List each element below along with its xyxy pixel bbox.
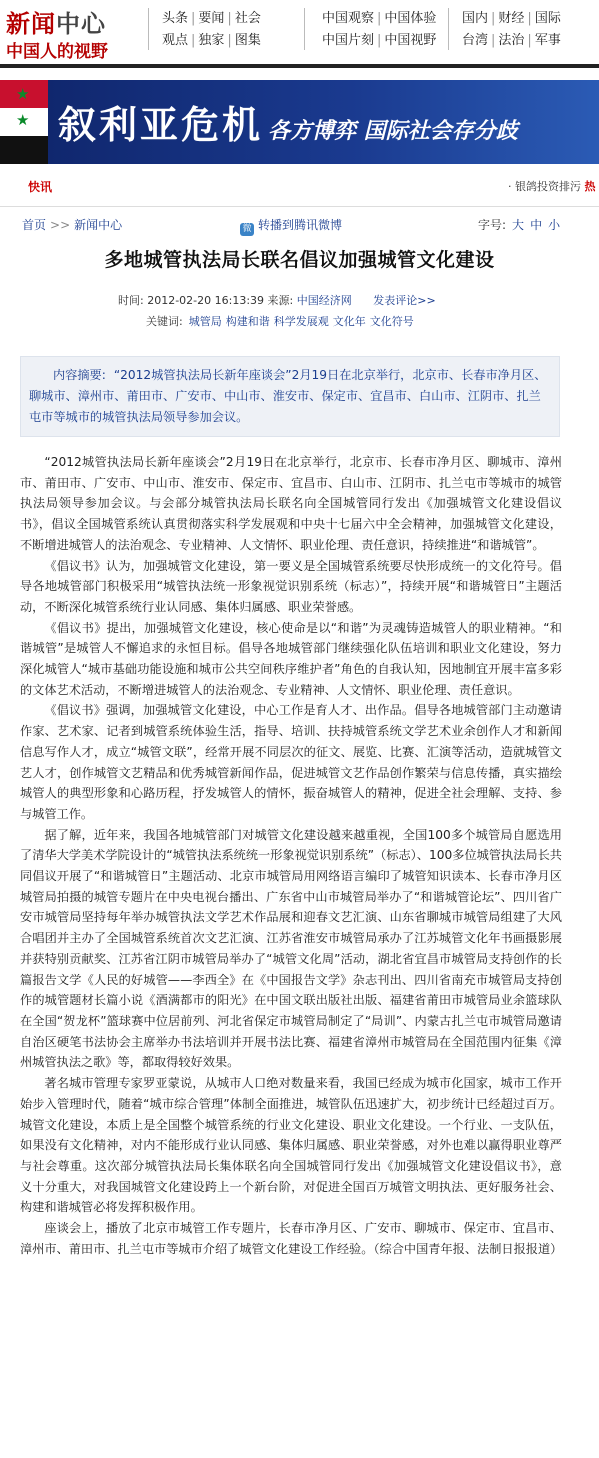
article-paragraph: 《倡议书》认为，加强城管文化建设，第一要义是全国城管系统要尽快形成统一的文化符号。倡导各地城管部门积极采用“城管执法统一形象视觉识别系统（标志）”，持续开展“和谐城管日”主题活动，不断深化城管系统行业认同感、集体归属感、职业荣誉感。 [20, 558, 562, 614]
keyword-link[interactable]: 文化符号 [369, 315, 414, 328]
nav-group-china [322, 8, 436, 52]
nav-row [322, 8, 436, 30]
nav-separator: | [491, 11, 496, 26]
share-label: 转播到腾讯微博 [258, 218, 343, 232]
nav-row [162, 30, 261, 52]
share-tencent-weibo-button[interactable] [240, 216, 342, 236]
nav-link[interactable]: 法治 [498, 33, 525, 48]
nav-link[interactable]: 社会 [234, 11, 261, 26]
font-size-large[interactable]: 大 [512, 218, 525, 232]
banner-subtitle: 各方博弈 国际社会存分歧 [268, 119, 518, 144]
keyword-link[interactable]: 文化年 [332, 315, 366, 328]
nav-separator: | [227, 33, 232, 48]
article-paragraph: 座谈会上，播放了北京市城管工作专题片，长春市净月区、广安市、聊城市、保定市、宜昌市、漳州市、莆田市、扎兰屯市等城市介绍了城管文化建设工作经验。（综合中国青年报、法制日报报道） [20, 1221, 563, 1256]
breadcrumb-news-center[interactable]: 新闻中心 [74, 218, 123, 232]
nav-link[interactable]: 头条 [162, 11, 189, 26]
source-link[interactable]: 中国经济网 [296, 294, 352, 307]
nav-separator: | [227, 11, 232, 26]
article-paragraph: “2012城管执法局长新年座谈会”2月19日在北京举行，北京市、长春市净月区、聊城市、漳州市、莆田市、广安市、中山市、淮安市、保定市、宜昌市、白山市、江阴市、扎兰屯市等城市的城管执法局领导参加会议。与会部分城管执法局长联名向全国城管同行发出《加强城管文化建设倡议书》，倡议全国城管系统认真贯彻落实科学发展观和中央十七届六中全会精神，加强城管文化建设，不断增进城管人的法治观念、专业精神、人文情怀、职业伦理、责任意识，持续推进“和谐城管”。 [20, 455, 562, 552]
nav-row [322, 30, 436, 52]
nav-link[interactable]: 中国体验 [384, 11, 437, 26]
breadcrumb-home[interactable]: 首页 [22, 218, 47, 232]
logo-slogan: 中国人的视野 [6, 42, 108, 62]
nav-separator: | [527, 11, 532, 26]
nav-divider [304, 8, 305, 50]
font-size-small[interactable]: 小 [548, 218, 561, 232]
star-icon: ★ [16, 111, 30, 129]
publish-time: 2012-02-20 16:13:39 [147, 294, 265, 307]
nav-separator: | [191, 33, 196, 48]
article-summary [20, 356, 560, 437]
nav-separator: | [377, 33, 382, 48]
weibo-icon: 微 [240, 223, 254, 236]
flag-black-stripe [0, 136, 48, 164]
site-logo[interactable] [6, 4, 146, 62]
font-size-label: 字号: [478, 218, 507, 232]
nav-row [162, 8, 261, 30]
keywords [146, 313, 422, 329]
nav-group-region [462, 8, 561, 52]
article-meta [118, 292, 436, 308]
breadcrumb-separator: >> [50, 218, 71, 232]
nav-link[interactable]: 军事 [534, 33, 561, 48]
nav-link[interactable]: 国内 [462, 11, 489, 26]
article-paragraph: 《倡议书》提出，加强城管文化建设，核心使命是以“和谐”为灵魂铸造城管人的职业精神。“和谐城管”是城管人不懈追求的永恒目标。倡导各地城管部门继续强化队伍培训和职业文化建设，努力深化城管人“城市基础功能设施和城市公共空间秩序维护者”角色的自我认知，因地制宜开展丰富多彩的文体艺术活动，不断增进城管人的法治观念、专业精神、人文情怀、职业伦理、责任意识。 [20, 620, 562, 697]
nav-link[interactable]: 中国观察 [322, 11, 375, 26]
syria-crisis-banner[interactable] [0, 80, 599, 164]
divider [0, 206, 599, 207]
nav-link[interactable]: 观点 [162, 33, 189, 48]
article-paragraph: 《倡议书》强调，加强城管文化建设，中心工作是育人才、出作品。倡导各地城管部门主动邀请作家、艺术家、记者到城管系统体验生活，指导、培训、扶持城管系统文学艺术业余创作人才和新闻信息写作人才，成立“城管文联”，经常开展不同层次的征文、展览、比赛、汇演等活动，造就城管文艺人才，创作城管文艺精品和优秀城管新闻作品，促进城管文艺作品创作繁荣与信息传播，真实描绘城管人的典型形象和心路历程，抒发城管人的情怀，振奋城管人的精神，促进全社会理解、支持、参与城管工作。 [20, 703, 562, 821]
star-icon: ★ [16, 85, 30, 103]
font-size-medium[interactable]: 中 [530, 218, 543, 232]
keyword-link[interactable]: 科学发展观 [273, 315, 329, 328]
nav-link[interactable]: 台湾 [462, 33, 489, 48]
source-label: 来源: [267, 294, 294, 307]
font-size-control [478, 216, 560, 233]
article-paragraph: 据了解，近年来，我国各地城管部门对城管文化建设越来越重视，全国100多个城管局自愿选用了清华大学美术学院设计的“城管执法系统统一形象视觉识别系统”（标志）、100多位城管执法局长共同倡议开展了“和谐城管日”主题活动、北京市城管局用网络语言编印了城管知识读本、长春市净月区城管局拍摄的城管专题片在中央电视台播出、广东省中山市城管局举办了“和谐城管论坛”、四川省广安市城管局坚持每年举办城管执法文学艺术作品展和迎春文艺汇演、山东省聊城市城管局组建了大风合唱团并主办了全国城管系统首次文艺汇演、江苏省淮安市城管局承办了江苏城管文化年书画摄影展并获特别贡献奖、江苏省江阴市城管局举办了“城管文化周”活动，湖北省宜昌市城管局支持创作的长篇报告文学《人民的好城管——李西全》在《中国报告文学》杂志刊出、四川省南充市城管局支持创作的城管题材长篇小说《酒满都市的阳光》在中国文联出版社出版、福建省莆田市城管局业余篮球队在全国“贺龙杯”篮球赛中位居前列、河北省保定市城管局制定了“局训”、内蒙古扎兰屯市城管局邀请自治区硬笔书法协会主席举办书法培训并开展书法比赛、福建省漳州市城管局在全国范围内征集《漳州城管执法之歌》等，都取得较好效果。 [20, 827, 562, 1070]
nav-divider [448, 8, 449, 50]
summary-label: 内容摘要: [53, 368, 106, 382]
comment-link[interactable]: 发表评论>> [373, 294, 436, 307]
nav-link[interactable]: 国际 [534, 11, 561, 26]
header-rule [0, 64, 599, 68]
nav-separator: | [527, 33, 532, 48]
keyword-link[interactable]: 城管局 [188, 315, 222, 328]
nav-divider [148, 8, 149, 50]
nav-link[interactable]: 图集 [234, 33, 261, 48]
keywords-label: 关键词: [146, 315, 183, 328]
nav-separator: | [377, 11, 382, 26]
nav-row [462, 30, 561, 52]
time-label: 时间: [118, 294, 144, 307]
nav-row [462, 8, 561, 30]
article-paragraph: 著名城市管理专家罗亚蒙说，从城市人口绝对数量来看，我国已经成为城市化国家，城市工作开始步入管理时代，随着“城市综合管理”体制全面推进，城管队伍迅速扩大，初步统计已经超过百万。城管文化建设，本质上是全国整个城管系统的行业文化建设、职业文化建设。一个行业、一支队伍，如果没有文化精神，对内不能形成行业认同感、集体归属感、职业荣誉感，对外也难以赢得职业尊严与社会尊重。这次部分城管执法局长集体联名向全国城管同行发出《加强城管文化建设倡议书》，意义十分重大，对我国城管文化建设跨上一个新台阶，对促进全国百万城管文明执法、更好服务社会、构建和谐城管必将发挥积极作用。 [20, 1076, 562, 1215]
keyword-link[interactable]: 构建和谐 [225, 315, 270, 328]
summary-text: “2012城管执法局长新年座谈会”2月19日在北京举行，北京市、长春市净月区、聊城市、漳州市、莆田市、广安市、中山市、淮安市、保定市、宜昌市、白山市、江阴市、扎兰屯市等城市的城管执法局领导参加会议。 [29, 368, 547, 424]
quick-news-ticker[interactable]: · 银鸽投资排污 热 [508, 180, 596, 193]
nav-link[interactable]: 中国片刻 [322, 33, 375, 48]
banner-title: 叙利亚危机 [58, 103, 264, 147]
breadcrumb [22, 216, 122, 233]
nav-link[interactable]: 要闻 [198, 11, 225, 26]
site-header [0, 0, 599, 66]
nav-link[interactable]: 财经 [498, 11, 525, 26]
quick-news-label: 快讯 [28, 180, 53, 194]
nav-separator: | [491, 33, 496, 48]
article-body [20, 452, 562, 1259]
nav-group-main [162, 8, 261, 52]
logo-title: 新闻中心 [6, 10, 106, 38]
nav-link[interactable]: 独家 [198, 33, 225, 48]
quick-news-bar [0, 178, 599, 196]
nav-link[interactable]: 中国视野 [384, 33, 437, 48]
article-title: 多地城管执法局长联名倡议加强城管文化建设 [104, 249, 495, 271]
nav-separator: | [191, 11, 196, 26]
